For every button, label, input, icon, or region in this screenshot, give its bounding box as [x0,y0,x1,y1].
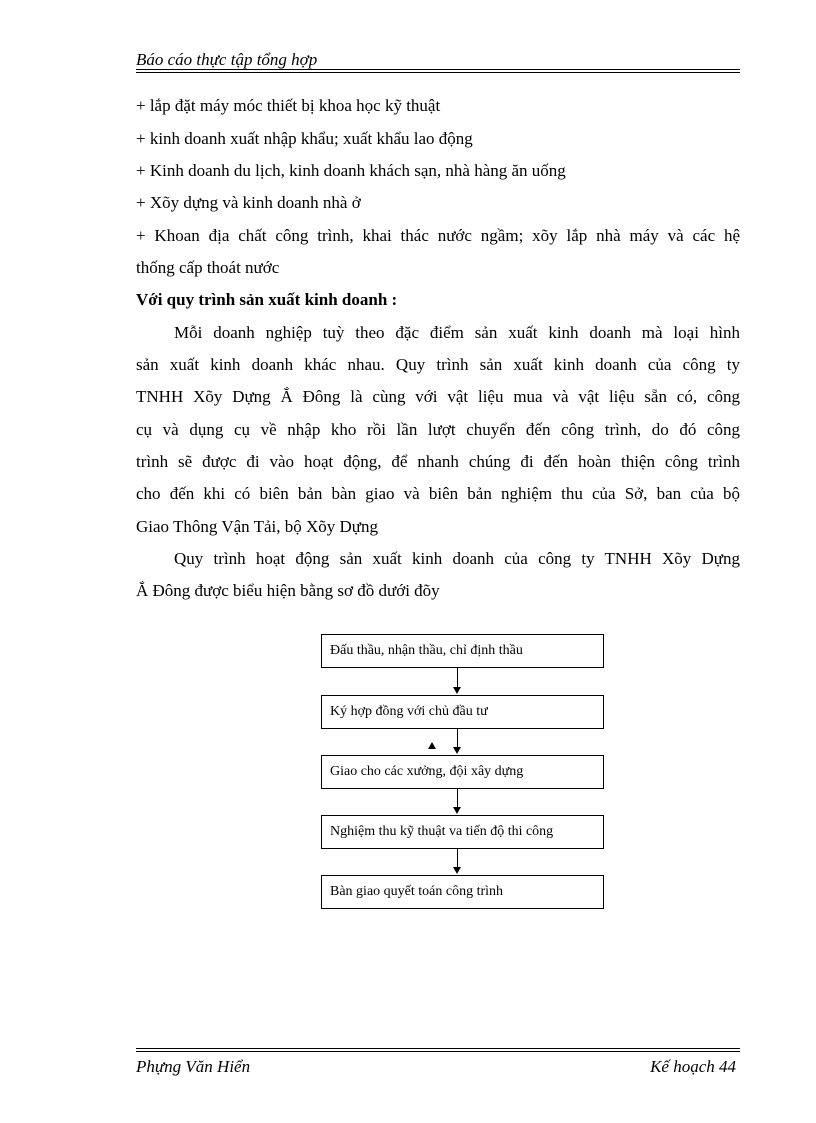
paragraph-line: Giao Thông Vận Tải, bộ Xõy Dựng [136,517,379,536]
footer-page-label: Kế hoạch 44 [650,1057,736,1076]
flowchart-step-assign-workshops: Giao cho các xưởng, đội xây dựng [321,755,604,789]
flowchart-connector [457,789,458,808]
paragraph-line: cụ và dụng cụ về nhập kho rồi lần lượt chuyển đến công trình, do đó công [136,420,740,439]
arrow-up-icon [428,742,436,749]
paragraph-line: sản xuất kinh doanh khác nhau. Quy trình sản xuất kinh doanh của công ty [136,355,740,374]
bullet-item: + lắp đặt máy móc thiết bị khoa học kỹ thuật [136,96,441,115]
footer-rule [136,1051,740,1052]
paragraph-line: cho đến khi có biên bản bàn giao và biên bản nghiệm thu của Sở, ban của bộ [136,484,740,503]
section-heading: Với quy trình sản xuất kinh doanh : [136,290,398,309]
flowchart-connector [457,849,458,868]
paragraph-line: Mỗi doanh nghiệp tuỳ theo đặc điểm sản xuất kinh doanh mà loại hình [174,323,740,342]
paragraph-line: Ắ Đông được biểu hiện bằng sơ đồ dưới đõy [136,581,440,600]
bullet-item-continuation: thống cấp thoát nước [136,258,280,277]
flowchart-step-acceptance: Nghiệm thu kỹ thuật va tiến độ thi công [321,815,604,849]
bullet-item: + Kinh doanh du lịch, kinh doanh khách sạn, nhà hàng ăn uống [136,161,566,180]
footer-author: Phựng Văn Hiển [136,1057,251,1076]
bullet-item: + Khoan địa chất công trình, khai thác nước ngầm; xõy lắp nhà máy và các hệ [136,226,740,245]
arrow-down-icon [453,807,461,814]
bullet-item: + kinh doanh xuất nhập khẩu; xuất khẩu lao động [136,129,473,148]
bullet-item: + Xõy dựng và kinh doanh nhà ở [136,193,361,212]
paragraph-line: trình sẽ được đi vào hoạt động, để nhanh chúng đi đến hoàn thiện công trình [136,452,740,471]
flowchart-step-handover: Bàn giao quyết toán công trình [321,875,604,909]
header-rule [136,69,740,70]
flowchart-step-contract: Ký hợp đồng với chủ đầu tư [321,695,604,729]
arrow-down-icon [453,867,461,874]
arrow-down-icon [453,687,461,694]
paragraph-line: TNHH Xõy Dựng Ắ Đông là cùng với vật liệu mua và vật liệu sẵn có, công [136,387,740,406]
footer-rule [136,1048,740,1049]
header-rule [136,72,740,73]
paragraph-line: Quy trình hoạt động sản xuất kinh doanh của công ty TNHH Xõy Dựng [174,549,740,568]
flowchart-connector [457,668,458,688]
page-header-title: Báo cáo thực tập tổng hợp [136,50,318,69]
arrow-down-icon [453,747,461,754]
flowchart-connector [457,729,458,748]
flowchart-step-bidding: Đấu thầu, nhận thầu, chỉ định thầu [321,634,604,668]
